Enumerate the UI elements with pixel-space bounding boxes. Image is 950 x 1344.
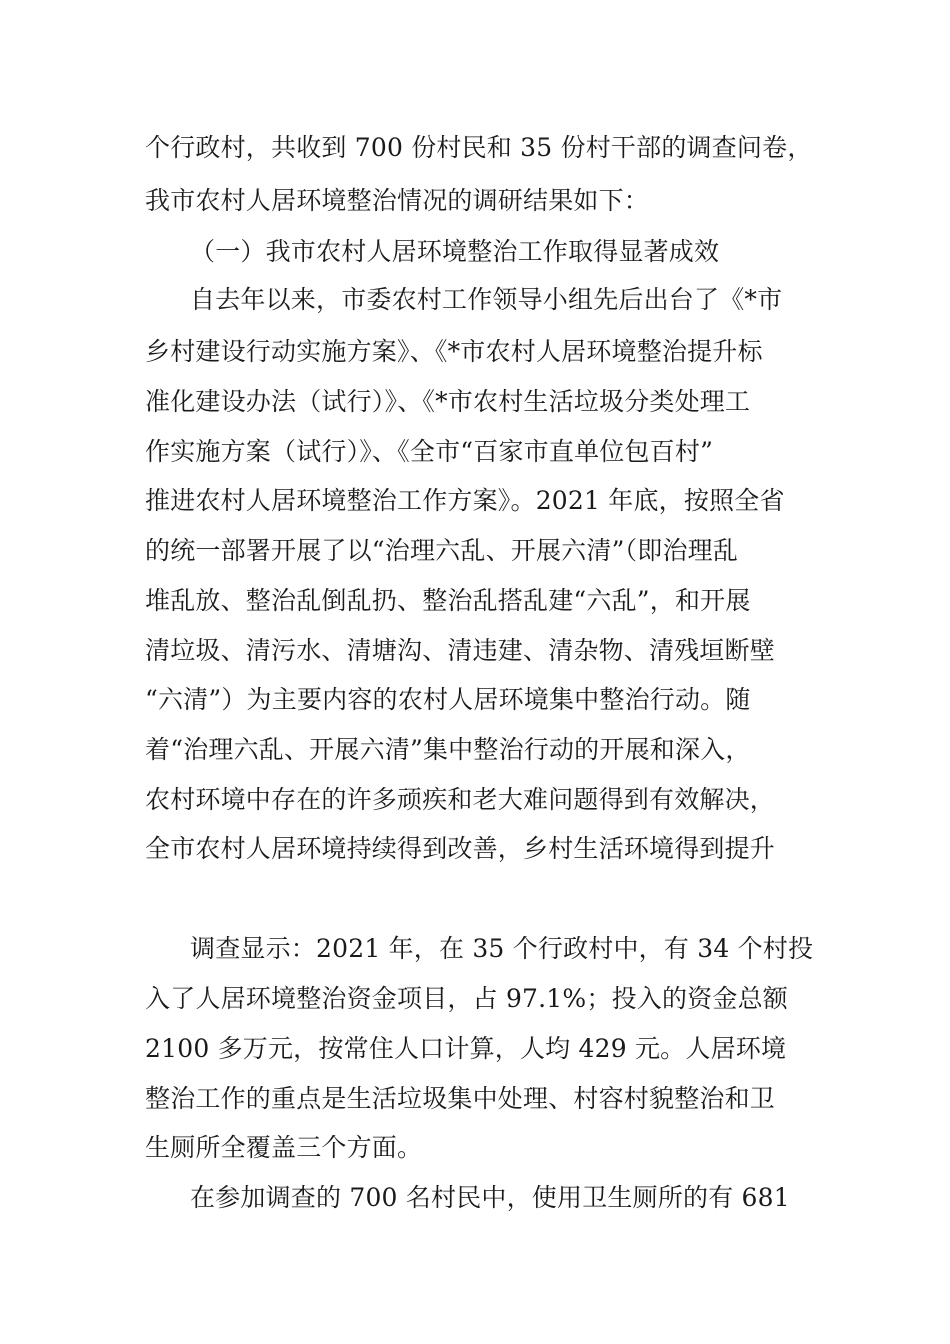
text-line: 的统一部署开展了以“治理六乱、开展六清”（即治理乱 [145,536,739,565]
text-line: 准化建设办法（试行）》、《*市农村生活垃圾分类处理工 [145,387,751,416]
text-line: 2100 多万元，按常住人口计算，人均 429 元。人居环境 [145,1034,787,1063]
paragraph-start: 调查显示：2021 年，在 35 个行政村中，有 34 个村投 [190,934,814,963]
paragraph-start: 自去年以来，市委农村工作领导小组先后出台了《*市 [190,285,783,314]
text-line: 整治工作的重点是生活垃圾集中处理、村容村貌整治和卫 [145,1084,776,1113]
text-line: 个行政村，共收到 700 份村民和 35 份村干部的调查问卷， [145,133,813,162]
text-line: 我市农村人居环境整治情况的调研结果如下： [145,186,650,215]
text-line: 作实施方案（试行）》、《全市“百家市直单位包百村” [145,437,714,466]
paragraph-start: 在参加调查的 700 名村民中，使用卫生厕所的有 681 [190,1183,790,1212]
text-line: 清垃圾、清污水、清塘沟、清违建、清杂物、清残垣断壁 [145,636,776,665]
text-line: “六清”）为主要内容的农村人居环境集中整治行动。随 [145,685,751,714]
text-line: 全市农村人居环境持续得到改善，乡村生活环境得到提升 [145,834,776,863]
text-line: 农村环境中存在的许多顽疾和老大难问题得到有效解决， [145,785,776,814]
text-line: 堆乱放、整治乱倒乱扔、整治乱搭乱建“六乱”，和开展 [145,586,751,615]
text-line: 入了人居环境整治资金项目，占 97.1%；投入的资金总额 [145,984,788,1013]
text-line: 生厕所全覆盖三个方面。 [145,1133,423,1162]
text-line: 着“治理六乱、开展六清”集中整治行动的开展和深入， [145,735,751,764]
text-line: 推进农村人居环境整治工作方案》。2021 年底，按照全省 [145,486,785,515]
section-heading: （一）我市农村人居环境整治工作取得显著成效 [190,237,720,266]
text-line: 乡村建设行动实施方案》、《*市农村人居环境整治提升标 [145,337,763,366]
